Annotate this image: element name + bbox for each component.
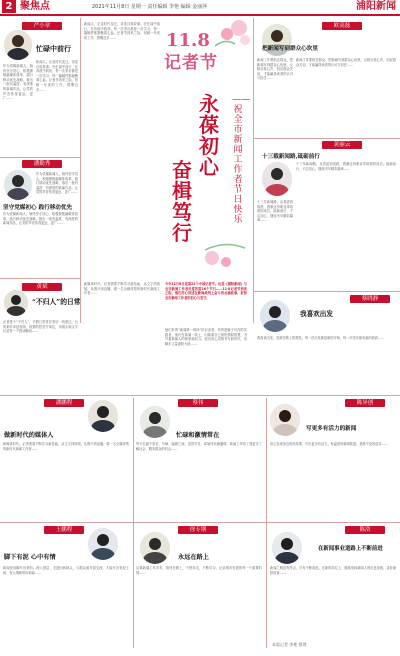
row-divider <box>0 278 80 279</box>
section-title: 聚焦点 <box>20 1 50 12</box>
name-tag: 陈浩 <box>345 526 385 534</box>
masthead: 浦阳新闻 <box>356 1 396 12</box>
article-body: 新闻工作要贴近群众，把新闻写到群众心坎里，反映百姓心声，回应群众关切，才能赢得读者的认可与信任…… <box>296 58 396 67</box>
portrait-photo <box>140 532 170 564</box>
name-tag: 潘勤秀 <box>22 160 62 168</box>
portrait-photo <box>260 300 290 332</box>
article-body: 作为党媒新闻人，始终坚守初心，积极拥抱融媒体改革，践行移动优先战略，推出一批有温度、有深度的新闻作品，让党的声音传得更远、更广…… <box>3 212 78 226</box>
portrait-photo <box>140 406 170 438</box>
name-tag: 严小章 <box>22 22 62 30</box>
name-tag: 潘鹏程 <box>44 399 84 407</box>
portrait-photo <box>262 162 292 196</box>
headline-line-2: 奋楫笃行 <box>172 158 192 245</box>
portrait-photo <box>4 30 32 60</box>
name-tag: 黄丽云 <box>322 141 362 149</box>
article-body: 新媒体时代，记者需要不断学习新技能，从文字到视频，从图片到直播，做一名全媒体型的新时代新闻工作者…… <box>84 282 160 296</box>
page-number: 2 <box>2 0 16 13</box>
column-divider <box>266 398 267 648</box>
headline-line-1: 永葆初心 <box>199 92 219 179</box>
article-body: 新闻工作要贴近群众，把新闻写到群众心坎里，反映百姓心声，回应群众关切，才能赢得读者的认可与信任…… <box>257 58 293 81</box>
article-body: 作为党媒新闻人，始终坚守初心，积极拥抱融媒体改革，践行移动优先战略，推出一批有温度、有深度的新闻作品，让党的声音传得更远、更广…… <box>3 64 33 101</box>
name-tag: 蔡伟 <box>178 399 218 407</box>
row-divider <box>0 522 400 523</box>
page-credit: 本版记者 李艳 整理 <box>272 642 307 647</box>
name-tag: 徐专钢 <box>178 526 218 534</box>
header-info: 2021年11月8日 星期一 责任编辑 李艳 编辑 金丽萍 <box>92 4 208 10</box>
article-body: 用心发现身边的好故事，写出更多有活力、有温度的新闻报道，是我不变的追求…… <box>270 442 388 446</box>
article-body: 十三年新闻路，从青涩到成熟，感谢这份职业带给我的成长。砥砺前行，不忘初心，继续书写精彩篇章…… <box>296 162 396 171</box>
article-title: 在新闻事业道路上不断前进 <box>318 546 383 552</box>
festival-name: 记者节 <box>164 53 218 73</box>
article-title: 写更多有活力的新闻 <box>306 426 357 432</box>
row-divider <box>253 138 400 139</box>
article-body: 作为党媒新闻人，始终坚守初心，积极拥抱融媒体改革，践行移动优先战略，推出一批有温度、有深度的新闻作品，让党的声音传得更远、更广…… <box>36 172 78 195</box>
column-divider <box>133 398 134 648</box>
article-title: 忙碌和激情常在 <box>176 432 220 439</box>
article-title: “不归人”的日常 <box>32 298 81 306</box>
article-body: 新闻人，记录时代变迁，讲述百姓故事。在忙碌中前行，在奔波中收获。每一次采访都是一次学习，每一篇稿件都凝聚着心血。记者节到来之际，回顾一年来的工作，感慨良多…… <box>84 22 160 40</box>
article-body: 记者是个“不归人”，节假日常常在采访一线度过。台风来时奔赴现场，疫情防控坚守岗位，用镜头和文字记录每一个感动瞬间…… <box>3 320 78 334</box>
portrait-photo <box>88 400 118 432</box>
portrait-photo <box>4 290 28 316</box>
article-title: 我喜欢出发 <box>300 310 333 318</box>
article-body: 新媒体时代，记者需要不断学习新技能，从文字到视频，从图片到直播，做一名全媒体型的新时代新闻工作者…… <box>3 442 129 451</box>
name-tag: 陈异创 <box>345 399 385 407</box>
intro-text: 今年11月8日是第22个中国记者节。也是《浦阳新闻》与全市新闻工作者共度的第16个节日……11·8记者节到来之际，他们用心讲述在新闻战线上奋斗的点滴故事，折射全市新闻工作者的初心与坚守。 <box>165 282 247 300</box>
portrait-photo <box>270 404 300 436</box>
article-body: 我喜欢出发，喜欢在路上的感觉。每一次出发都是新的开始，每一次采访都有新的收获…… <box>257 336 385 340</box>
article-body: 新闻是用脚写出来的。深入基层、走进田间地头，与群众面对面交流，才能写出有泥土味、有人情味的好新闻…… <box>3 566 129 575</box>
article-title: 把新闻写到群众心坎里 <box>262 46 318 52</box>
column-divider <box>80 18 81 323</box>
column-divider <box>253 18 254 323</box>
flower-decoration-icon <box>200 230 250 270</box>
name-tag: 蔡晓静 <box>350 295 390 303</box>
article-title: 做新时代的媒体人 <box>4 432 54 439</box>
festival-date: 11.8 <box>166 30 210 51</box>
headline-subtitle: ——祝全市新闻工作者节日快乐 <box>232 95 250 225</box>
row-divider <box>0 395 400 396</box>
article-title: 脚下有泥 心中有情 <box>4 554 56 561</box>
portrait-photo <box>4 170 32 200</box>
article-title: 坚守党媒初心 践行移动优先 <box>3 205 73 211</box>
row-divider <box>253 291 400 292</box>
article-body: 新闻人，记录时代变迁，讲述百姓故事。在忙碌中前行，在奔波中收获。每一次采访都是一次学习，每一篇稿件都凝聚着心血。记者节到来之际，回顾一年来的工作，感慨良多…… <box>36 60 78 92</box>
article-body: 十三年新闻路，从青涩到成熟，感谢这份职业带给我的成长。砥砺前行，不忘初心，继续书写精彩篇章…… <box>257 200 293 223</box>
article-body: 每天忙碌于采访、写稿、编辑之间，虽然辛苦，却始终充满激情。新闻工作给了我更多了解社会、服务群众的机会…… <box>136 442 262 451</box>
portrait-photo <box>272 532 302 564</box>
name-tag: 欧高磊 <box>322 22 362 30</box>
article-title: 永远在路上 <box>178 554 209 561</box>
article-body: 新闻之路没有终点，只有不断前进。在新的岗位上，继续发扬新闻人的优良传统，讲好浦阳故事…… <box>270 566 396 575</box>
flower-decoration-icon <box>205 18 251 50</box>
feature-text: 他们有的“新闻第一现场”的记录者，有的是敏于写作的实践者，他们在新闻一线上，闪烁着自己的热情和智慧，书写着新闻人的使命和担当。他们用心用情书写新时代，用脚步丈量浦阳大地…… <box>165 328 247 346</box>
article-body: 从事新闻工作多年，始终在路上，不停奔走，不断学习，记录城市发展的每一个重要时刻…… <box>136 566 262 575</box>
article-title: 十三载新闻路,砥砺前行 <box>262 154 320 160</box>
name-tag: 王鹏程 <box>44 526 84 534</box>
article-title: 忙碌中前行 <box>36 44 71 53</box>
row-divider <box>0 157 80 158</box>
portrait-photo <box>88 528 118 560</box>
name-tag: 黄斌 <box>22 283 62 291</box>
